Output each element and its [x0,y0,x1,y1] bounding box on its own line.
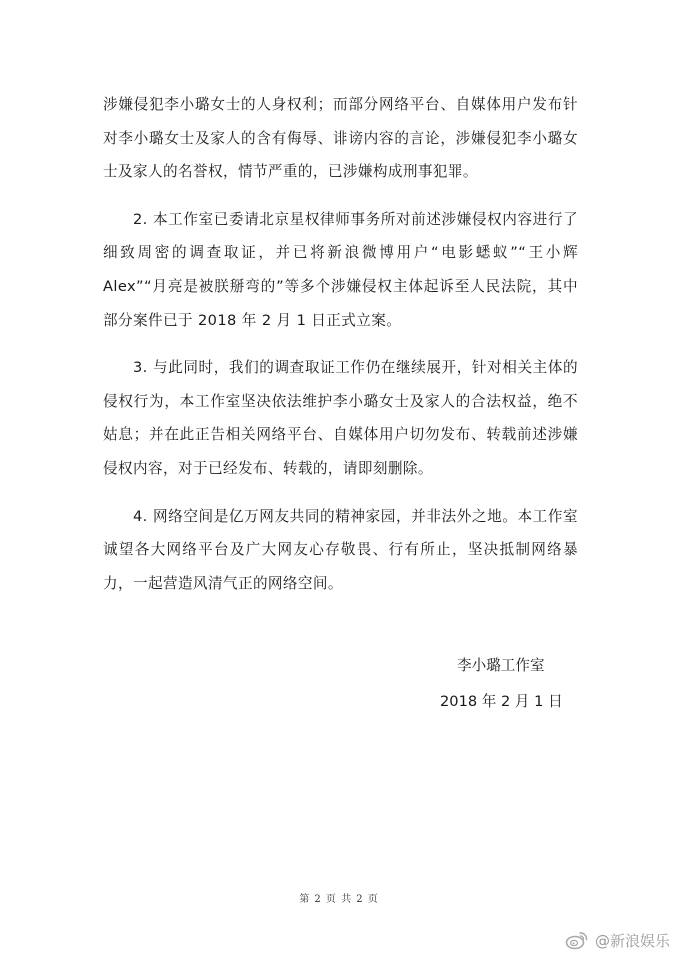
watermark [565,928,670,952]
paragraph-3: 3. 与此同时，我们的调查取证工作仍在继续展开，针对相关主体的侵权行为，本工作室坚决依法维护李小璐女士及家人的合法权益，绝不姑息；并在此正告相关网络平台、自媒体用户切勿发布、转载前述涉嫌侵权内容，对于已经发布、转载的，请即刻删除。 [103,359,578,477]
paragraph-2: 2. 本工作室已委请北京星权律师事务所对前述涉嫌侵权内容进行了细致周密的调查取证，并已将新浪微博用户“电影蟋蚁”“王小辉Alex”“月亮是被朕掰弯的”等多个涉嫌侵权主体起诉至人民法院，其中部分案件已于 2018 年 2 月 1 日正式立案。 [103,210,578,329]
document-body [103,88,578,614]
page-number-footer: 第 2 页 共 2 页 [299,894,379,905]
signature-block [440,648,580,720]
signature-date: 2018 年 2 月 1 日 [440,693,563,710]
watermark-text: @新浪娱乐 [594,931,670,950]
paragraph-1-continuation: 涉嫌侵犯李小璐女士的人身权利；而部分网络平台、自媒体用户发布针对李小璐女士及家人的含有侮辱、诽谤内容的言论，涉嫌侵犯李小璐女士及家人的名誉权，情节严重的，已涉嫌构成刑事犯罪。 [103,96,578,181]
weibo-icon [565,930,589,950]
signature-organization: 李小璐工作室 [457,657,545,674]
paragraph-4: 4. 网络空间是亿万网友共同的精神家园，并非法外之地。本工作室诚望各大网络平台及广大网友心存敬畏、行有所止，坚决抵制网络暴力，一起营造风清气正的网络空间。 [103,507,578,592]
